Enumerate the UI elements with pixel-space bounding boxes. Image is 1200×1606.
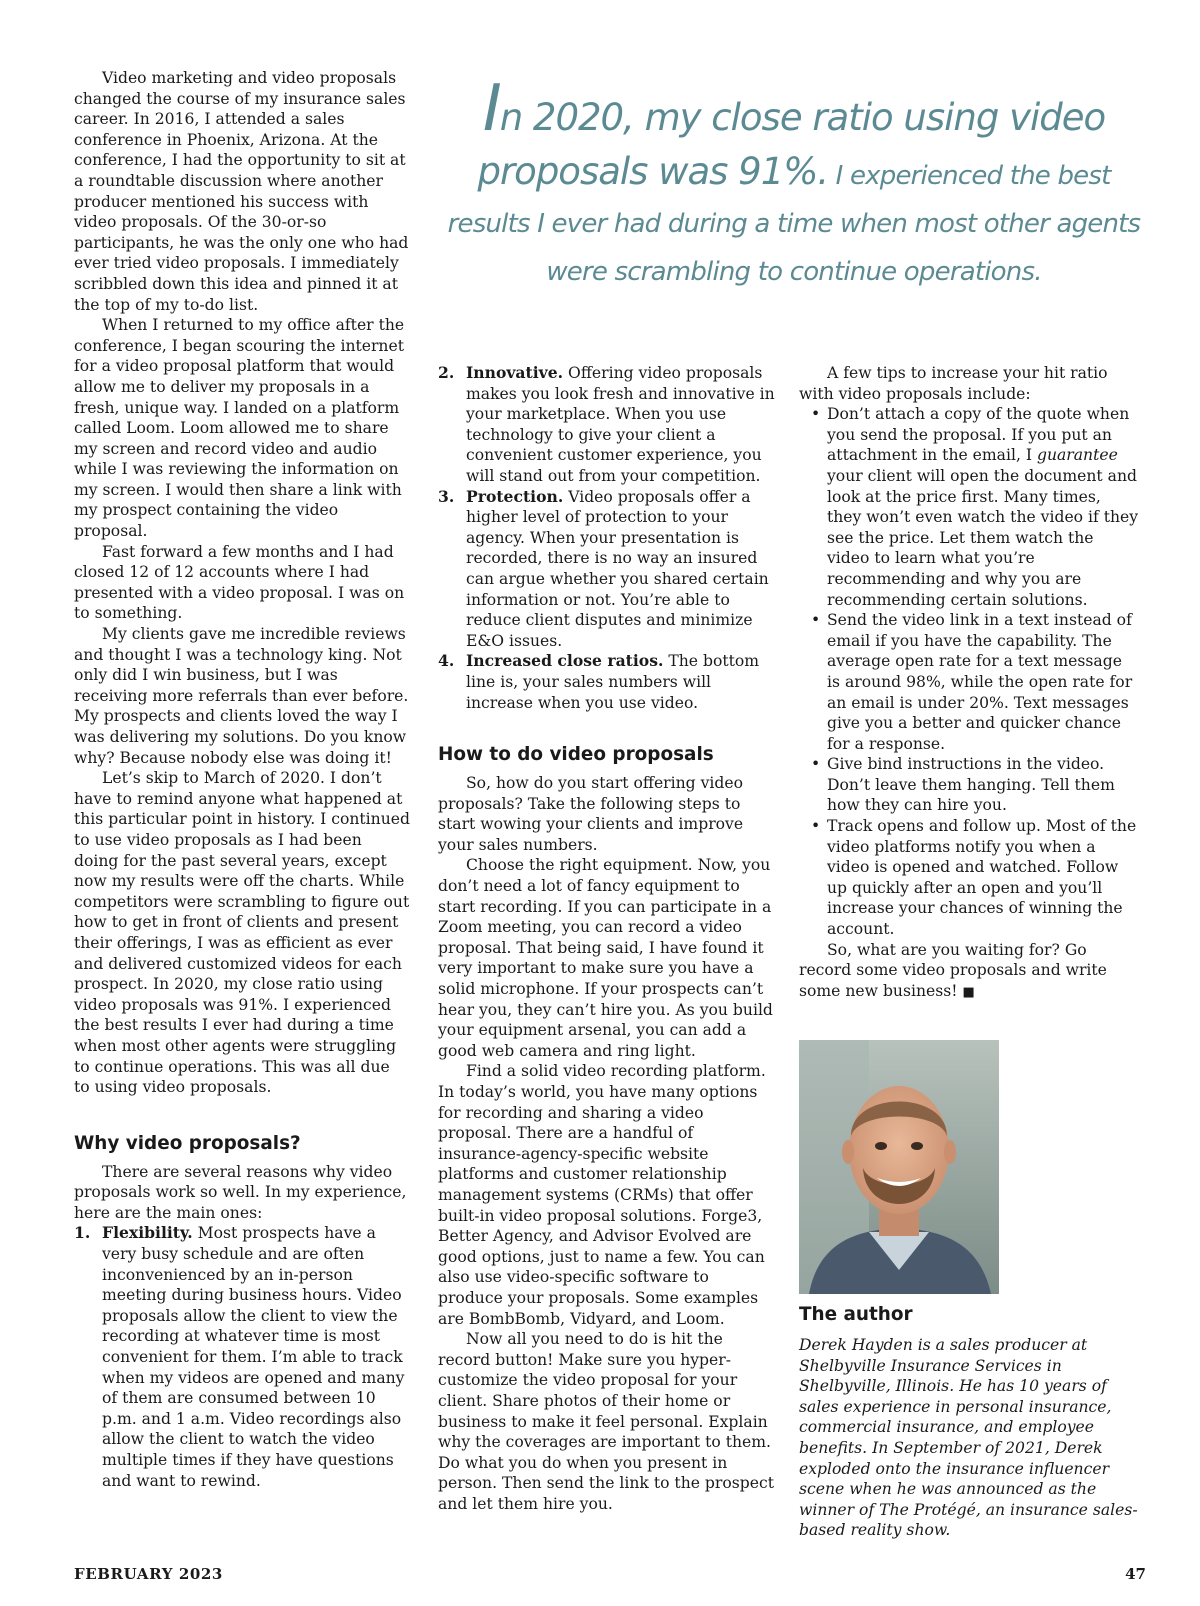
tip-emphasis: guarantee	[1036, 446, 1118, 465]
author-bio: Derek Hayden is a sales producer at Shelbyville Insurance Services in Shelbyville, Illinois. He has 10 years of sales experience in personal insurance, commercial insurance, and employee benefits. In September of 2021, Derek exploded onto the insurance influencer scene when he was announced as the winner of The Protégé, an insurance sales-based reality show.	[799, 1336, 1138, 1540]
pull-quote	[434, 72, 1154, 296]
pull-quote-text: I experienced the best	[828, 161, 1111, 191]
pull-quote-text: proposals was 91%.	[477, 150, 829, 193]
author-photo	[799, 1040, 999, 1294]
body-paragraph: So, how do you start offering video proposals? Take the following steps to start wowing your clients and improve your sales numbers.	[438, 774, 744, 854]
list-number: 2.	[438, 363, 455, 382]
pull-quote-text: n 2020, my close ratio using video	[499, 96, 1106, 139]
tips-list	[799, 404, 1139, 939]
tip-text: Give bind instructions in the video. Don’t leave them hanging. Tell them how they can hire you.	[827, 755, 1115, 815]
article-column-right	[799, 363, 1139, 1003]
section-heading-how: How to do video proposals	[438, 744, 714, 766]
issue-date: FEBRUARY 2023	[74, 1565, 223, 1583]
list-text: Offering video proposals makes you look fresh and innovative in your marketplace. When you use technology to give your client a convenient customer experience, you will stand out from your competition.	[466, 364, 775, 485]
list-text: Video proposals offer a higher level of protection to your agency. When your presentation is recorded, there is no way an insured can argue whether you shared certain information or not. You’re able to reduce client disputes and minimize E&O issues.	[466, 487, 769, 650]
body-paragraph: Fast forward a few months and I had closed 12 of 12 accounts where I had presented with a video proposal. I was on to something.	[74, 542, 405, 623]
list-item	[438, 363, 778, 487]
bullet-icon: •	[811, 755, 821, 774]
bullet-icon: •	[811, 611, 821, 630]
body-paragraph: My clients gave me incredible reviews and thought I was a technology king. Not only did I win business, but I was receiving more referrals than ever before. My prospects and clients loved the way I was delivering my solutions. Do you know why? Because nobody else was doing it!	[74, 625, 409, 767]
reasons-list	[74, 1223, 410, 1491]
list-item	[74, 1223, 410, 1491]
list-item	[799, 754, 1139, 816]
tip-text: Send the video link in a text instead of email if you have the capability. The average open rate for a text message is around 98%, while the open rate for an email is under 20%. Text messages give you a better and quicker chance for a response.	[827, 611, 1133, 753]
body-paragraph: Find a solid video recording platform. In today’s world, you have many options for recording and sharing a video proposal. There are a handful of insurance-agency-specific website platforms and customer relationship management systems (CRMs) that offer built-in video proposal solutions. Forge3, Better Agency, and Advisor Evolved are good options, just to name a few. You can also use video-specific software to produce your proposals. Some examples are BombBomb, Vidyard, and Loom.	[438, 1062, 766, 1328]
tip-text: Don’t attach a copy of the quote when you send the proposal. If you put an attachment in the email, I	[827, 405, 1130, 465]
section-heading-why: Why video proposals?	[74, 1132, 301, 1154]
list-item	[438, 487, 778, 652]
list-text: Most prospects have a very busy schedule and are often inconvenienced by an in-person meeting during business hours. Video proposals allow the client to view the recording at whatever time is most convenient for them. I’m able to track when my videos are opened and many of them are consumed between 10 p.m. and 1 a.m. Video recordings also allow the client to watch the video multiple times if they have questions and want to rewind.	[102, 1224, 405, 1490]
list-item	[799, 404, 1139, 610]
author-portrait-image	[799, 1040, 999, 1294]
list-item	[799, 610, 1139, 754]
end-mark-icon: ■	[962, 984, 975, 1000]
list-term: Protection.	[466, 486, 564, 506]
list-term: Flexibility.	[102, 1223, 193, 1243]
closing-paragraph	[799, 940, 1139, 1004]
article-column-middle	[438, 363, 778, 1514]
article-column-left	[74, 68, 410, 1491]
pull-quote-line	[434, 72, 1154, 146]
list-number: 4.	[438, 651, 455, 671]
body-paragraph: There are several reasons why video proposals work so well. In my experience, here are the main ones:	[74, 1162, 407, 1222]
author-heading: The author	[799, 1304, 913, 1325]
body-paragraph: A few tips to increase your hit ratio with video proposals include:	[799, 364, 1108, 403]
list-item	[438, 651, 778, 713]
list-term: Innovative.	[466, 363, 564, 382]
tip-text: Track opens and follow up. Most of the video platforms notify you when a video is opened and watched. Follow up quickly after an open and you’ll increase your chances of winning the account.	[827, 817, 1137, 939]
body-paragraph: Video marketing and video proposals changed the course of my insurance sales career. In 2016, I attended a sales conference in Phoenix, Arizona. At the conference, I had the opportunity to sit at a roundtable discussion where another producer mentioned his success with video proposals. Of the 30-or-so participants, he was the only one who had ever tried video proposals. I immediately scribbled down this idea and pinned it at the top of my to-do list.	[74, 69, 409, 314]
body-paragraph: Choose the right equipment. Now, you don’t need a lot of fancy equipment to start recording. If you can participate in a Zoom meeting, you can record a video proposal. That being said, I have found it very important to make sure you have a solid microphone. If your prospects can’t hear you, they can’t hire you. As you build your equipment arsenal, you can add a good web camera and ring light.	[438, 856, 773, 1060]
list-term: Increased close ratios.	[466, 651, 664, 671]
list-text: The bottom line is, your sales numbers will increase when you use video.	[466, 652, 760, 712]
list-item	[799, 816, 1139, 940]
author-box	[799, 1303, 1149, 1541]
body-paragraph: Let’s skip to March of 2020. I don’t have to remind anyone what happened at this particular point in history. I continued to use video proposals as I had been doing for the past several years, except now my results were off the charts. While competitors were scrambling to figure out how to get in front of clients and present their offerings, I was as efficient as ever and delivered customized videos for each prospect. In 2020, my close ratio using video proposals was 91%. I experienced the best results I ever had during a time when most other agents were struggling to continue operations. This was all due to using video proposals.	[74, 769, 410, 1097]
closing-text: So, what are you waiting for? Go record some video proposals and write some new business!	[799, 940, 1107, 1000]
pull-quote-line: were scrambling to continue operations.	[546, 257, 1042, 287]
pull-quote-line: results I ever had during a time when most other agents	[447, 209, 1141, 239]
list-number: 1.	[74, 1223, 91, 1243]
pull-quote-line	[434, 145, 1154, 200]
tip-text: your client will open the document and look at the price first. Many times, they won’t even watch the video if they see the price. Let them watch the video to learn what you’re recommending and why you are recommending certain solutions.	[827, 466, 1139, 609]
bullet-icon: •	[811, 817, 821, 836]
reasons-list	[438, 363, 778, 713]
pull-quote-dropcap: I	[482, 72, 500, 146]
body-paragraph: Now all you need to do is hit the record button! Make sure you hyper-customize the video proposal for your client. Share photos of their home or business to make it feel personal. Explain why the coverages are important to them. Do what you do when you present in person. Then send the link to the prospect and let them hire you.	[438, 1330, 774, 1513]
body-paragraph: When I returned to my office after the conference, I began scouring the internet for a video proposal platform that would allow me to deliver my proposals in a fresh, unique way. I landed on a platform called Loom. Loom allowed me to share my screen and record video and audio while I was reviewing the information on my screen. I would then share a link with my prospect containing the video proposal.	[74, 316, 405, 541]
page-number: 47	[1125, 1565, 1146, 1583]
bullet-icon: •	[811, 405, 821, 424]
list-number: 3.	[438, 486, 455, 506]
